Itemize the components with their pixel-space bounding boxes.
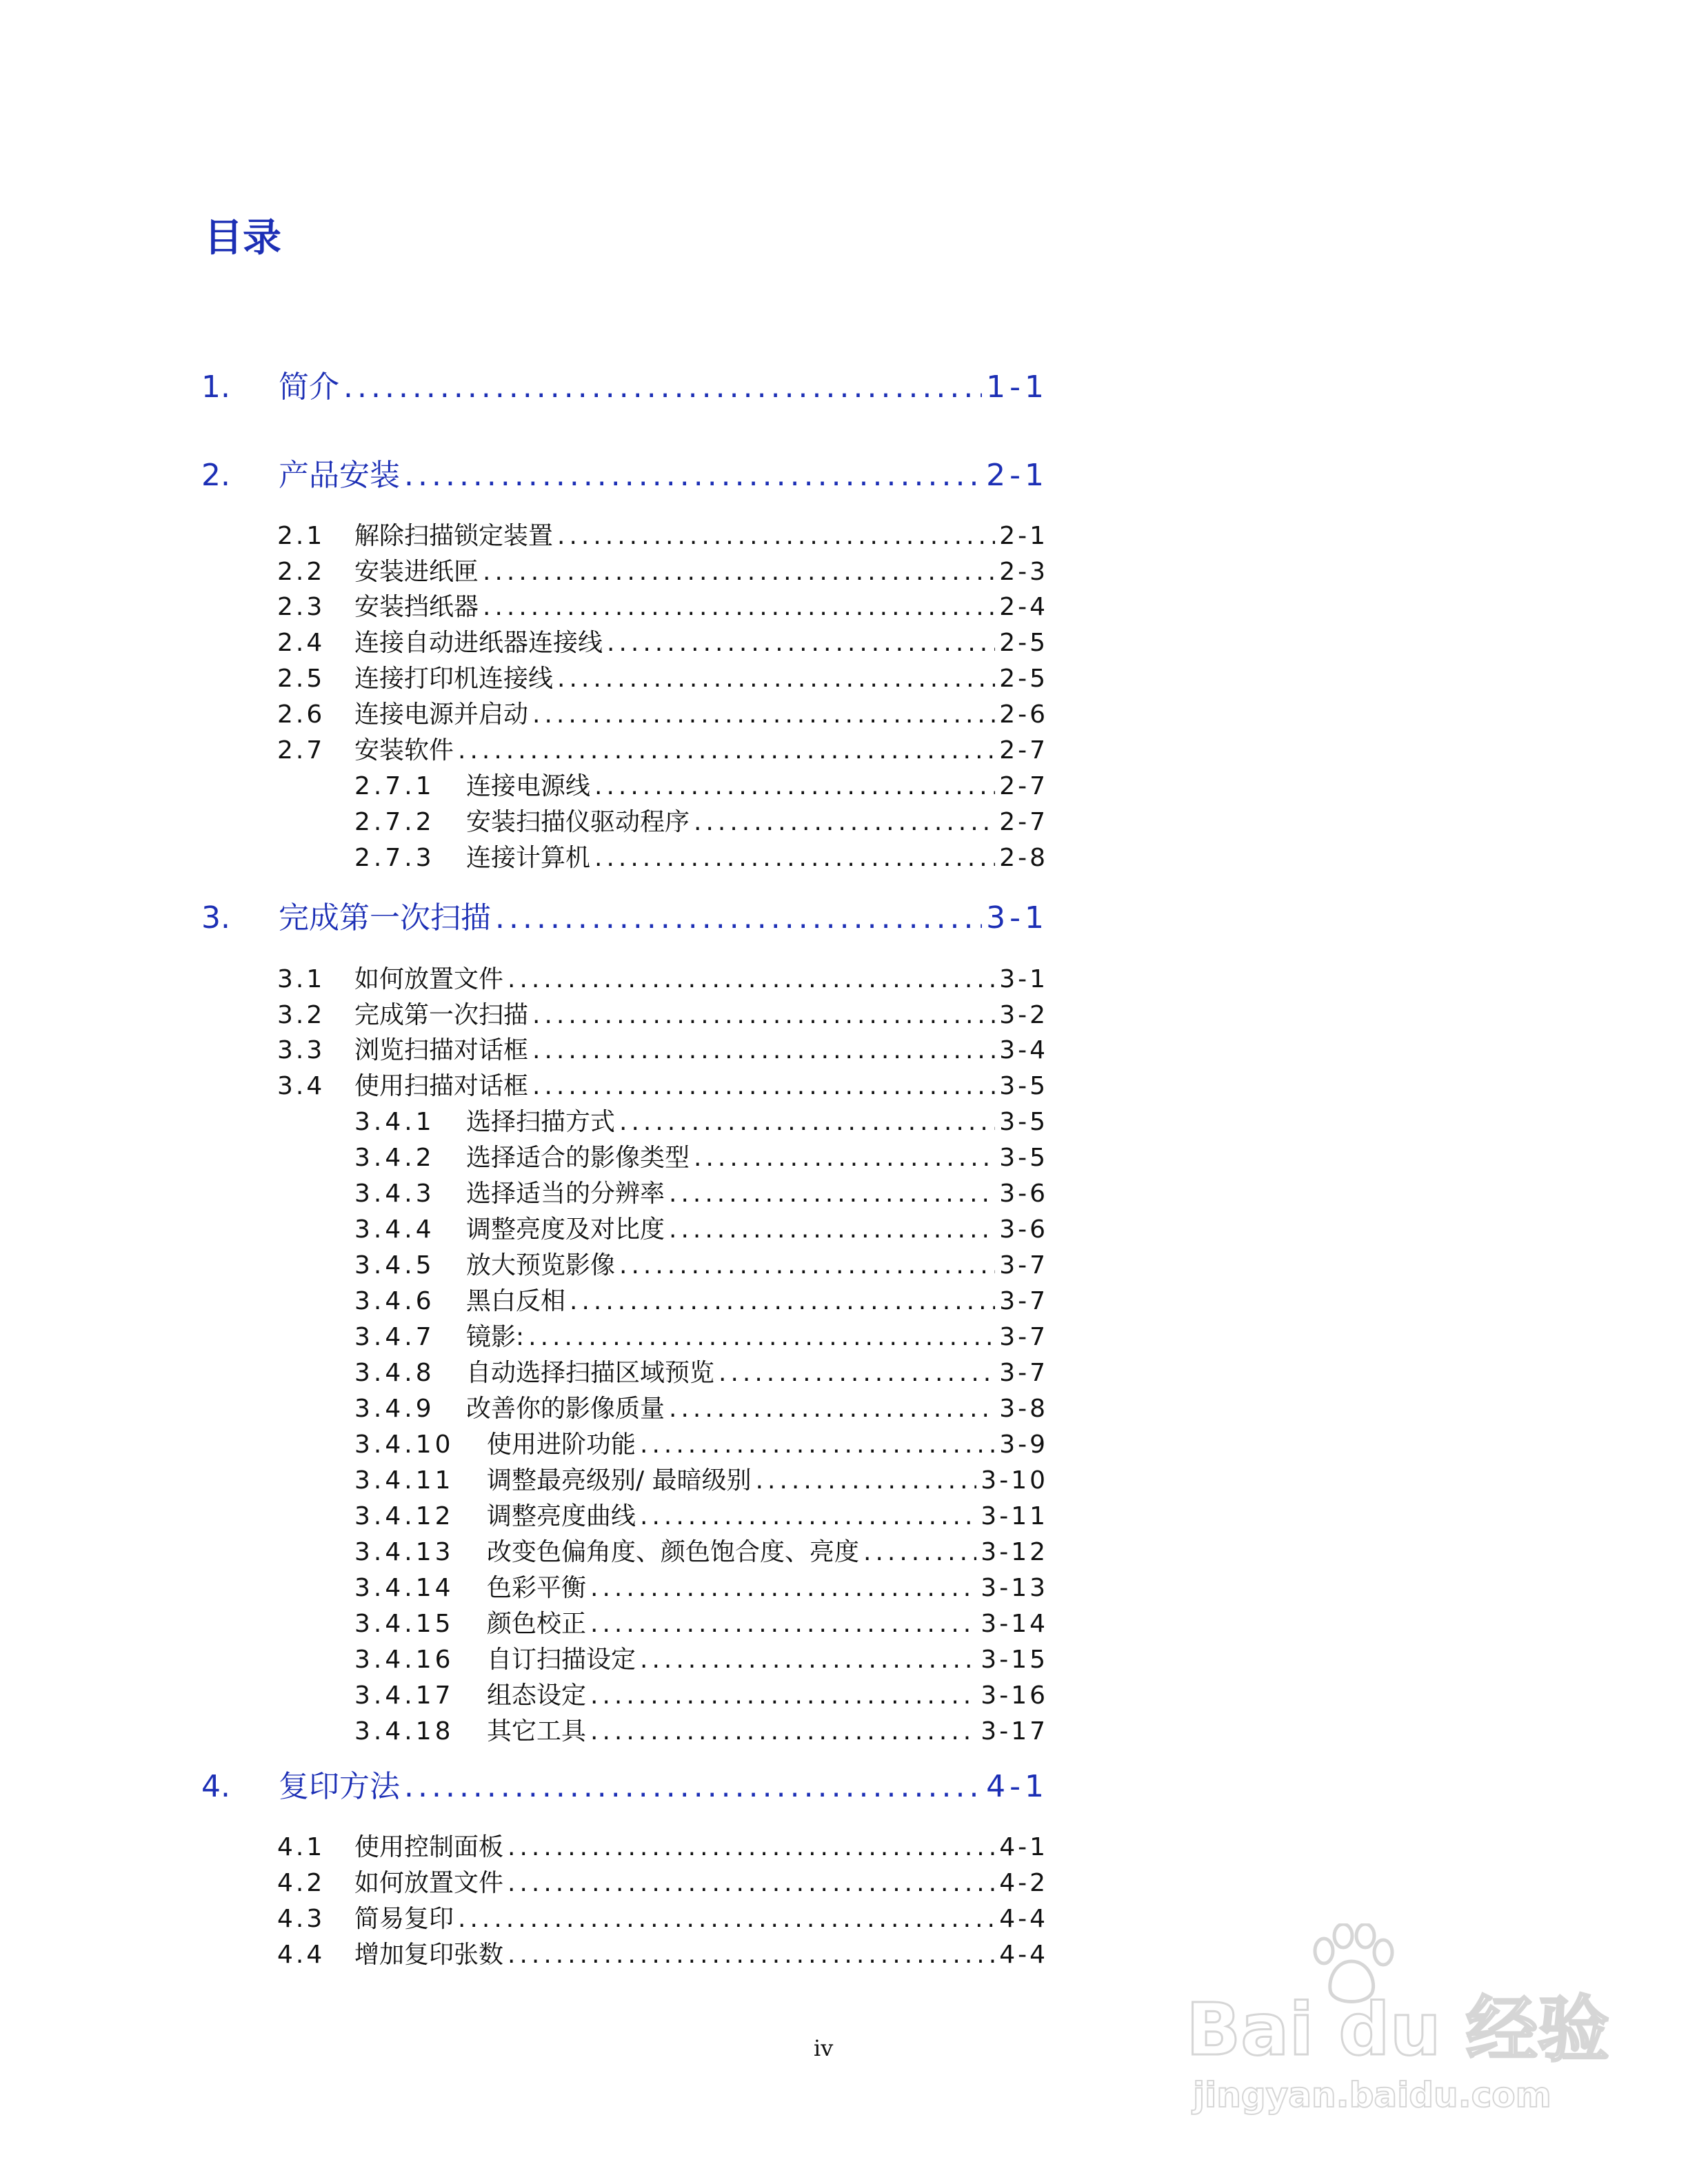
toc-leader-dots — [669, 1182, 995, 1206]
toc-label: 色彩平衡 — [487, 1574, 587, 1602]
toc-leader-dots — [570, 1289, 995, 1314]
toc-chapter-2[interactable] — [201, 458, 1048, 493]
toc-leader-dots — [483, 595, 995, 620]
toc-label: 改变色偏角度、颜色饱合度、亮度 — [487, 1538, 860, 1566]
toc-leader-dots — [532, 1003, 995, 1028]
toc-leader-dots — [719, 1361, 995, 1386]
toc-subsection-3-4-6[interactable] — [354, 1289, 1048, 1314]
toc-leader-dots — [756, 1468, 977, 1493]
toc-subsection-3-4-12[interactable] — [354, 1504, 1048, 1529]
watermark-brand: Bai du 经验 — [1186, 1988, 1609, 2072]
toc-page: 3-7 — [999, 1359, 1048, 1387]
toc-subsection-3-4-7[interactable] — [354, 1325, 1048, 1350]
toc-section-3-3[interactable] — [277, 1038, 1048, 1063]
toc-page: 3-9 — [999, 1430, 1048, 1459]
toc-label: 调整亮度曲线 — [487, 1502, 636, 1530]
toc-label: 使用控制面板 — [354, 1833, 504, 1861]
toc-label: 如何放置文件 — [354, 1869, 504, 1897]
toc-page: 4-2 — [999, 1869, 1048, 1897]
toc-leader-dots — [508, 1943, 995, 1968]
toc-page: 3-6 — [999, 1215, 1048, 1244]
toc-page: 3-8 — [999, 1395, 1048, 1423]
toc-section-2-4[interactable] — [277, 631, 1048, 656]
toc-label: 连接电源线 — [466, 772, 591, 800]
toc-page: 3-1 — [999, 965, 1048, 993]
toc-subsection-3-4-10[interactable] — [354, 1430, 1048, 1459]
toc-subsection-3-4-13[interactable] — [354, 1540, 1048, 1565]
toc-section-2-5[interactable] — [277, 667, 1048, 691]
toc-leader-dots — [557, 667, 995, 691]
toc-number: 3.4.11 — [354, 1466, 454, 1495]
toc-label: 产品安装 — [279, 458, 400, 493]
toc-leader-dots — [508, 1835, 995, 1860]
toc-number: 2.4 — [277, 629, 325, 657]
toc-section-3-4[interactable] — [277, 1074, 1048, 1099]
toc-label: 镜影: — [466, 1323, 525, 1351]
toc-page: 3-14 — [981, 1610, 1048, 1638]
toc-page: 3-7 — [999, 1251, 1048, 1280]
toc-leader-dots — [640, 1504, 976, 1529]
toc-page: 2-3 — [999, 558, 1048, 586]
toc-number: 4. — [201, 1769, 230, 1804]
toc-leader-dots — [669, 1397, 995, 1422]
toc-page: 3-1 — [986, 900, 1048, 936]
toc-section-4-3[interactable] — [277, 1907, 1048, 1932]
toc-label: 简介 — [279, 370, 339, 405]
toc-number: 4.2 — [277, 1869, 325, 1897]
toc-label: 调整最亮级别/ 最暗级别 — [487, 1466, 752, 1495]
toc-number: 3.4.1 — [354, 1108, 435, 1136]
toc-label: 如何放置文件 — [354, 965, 504, 993]
toc-number: 3.2 — [277, 1001, 325, 1029]
toc-section-4-2[interactable] — [277, 1871, 1048, 1896]
toc-number: 3.4.3 — [354, 1180, 435, 1208]
toc-subsection-2-7-1[interactable] — [354, 774, 1048, 799]
toc-subsection-3-4-9[interactable] — [354, 1397, 1048, 1422]
toc-page: 4-4 — [999, 1905, 1048, 1933]
toc-label: 安装软件 — [354, 736, 454, 765]
toc-page: 2-5 — [999, 629, 1048, 657]
toc-section-2-2[interactable] — [277, 560, 1048, 585]
toc-leader-dots — [590, 1684, 976, 1708]
toc-page: 3-13 — [981, 1574, 1048, 1602]
toc-number: 3.4.8 — [354, 1359, 435, 1387]
toc-number: 3.4.18 — [354, 1717, 454, 1746]
toc-leader-dots — [528, 1325, 995, 1350]
toc-subsection-3-4-17[interactable] — [354, 1681, 1048, 1710]
toc-number: 3. — [201, 900, 230, 936]
toc-number: 2.7.2 — [354, 808, 435, 836]
toc-label: 颜色校正 — [487, 1610, 587, 1638]
toc-leader-dots — [619, 1110, 995, 1135]
toc-number: 3.4.7 — [354, 1323, 435, 1351]
toc-label: 调整亮度及对比度 — [466, 1215, 665, 1244]
toc-leader-dots — [694, 810, 995, 835]
toc-page: 2-7 — [999, 808, 1048, 836]
toc-number: 2. — [201, 458, 230, 493]
page-number: iv — [814, 2035, 834, 2061]
toc-number: 2.6 — [277, 700, 325, 729]
toc-page: 3-12 — [981, 1538, 1048, 1566]
toc-label: 自动选择扫描区域预览 — [466, 1359, 715, 1387]
toc-page: 4-4 — [999, 1941, 1048, 1969]
toc-page: 3-7 — [999, 1287, 1048, 1315]
toc-page: 3-6 — [999, 1180, 1048, 1208]
toc-label: 选择适合的影像类型 — [466, 1144, 690, 1172]
toc-label: 安装进纸匣 — [354, 558, 479, 586]
toc-section-2-3[interactable] — [277, 595, 1048, 620]
toc-section-3-1[interactable] — [277, 967, 1048, 992]
toc-page: 2-1 — [999, 522, 1048, 550]
toc-label: 使用扫描对话框 — [354, 1072, 529, 1100]
toc-page: 3-15 — [981, 1646, 1048, 1674]
toc-number: 3.4.9 — [354, 1395, 435, 1423]
toc-page: 3-16 — [981, 1681, 1048, 1710]
toc-label: 选择扫描方式 — [466, 1108, 616, 1136]
toc-number: 4.3 — [277, 1905, 325, 1933]
toc-page: 2-8 — [999, 844, 1048, 872]
toc-label: 连接自动进纸器连接线 — [354, 629, 603, 657]
toc-label: 浏览扫描对话框 — [354, 1036, 529, 1064]
toc-leader-dots — [404, 1772, 982, 1802]
toc-leader-dots — [557, 524, 995, 549]
toc-leader-dots — [532, 1038, 995, 1063]
toc-number: 1. — [201, 370, 230, 405]
toc-number: 3.4.5 — [354, 1251, 435, 1280]
toc-subsection-2-7-2[interactable] — [354, 810, 1048, 835]
toc-number: 2.2 — [277, 558, 325, 586]
toc-leader-dots — [640, 1433, 995, 1457]
toc-number: 3.4.10 — [354, 1430, 454, 1459]
toc-page: 3-5 — [999, 1144, 1048, 1172]
toc-number: 3.4.16 — [354, 1646, 454, 1674]
toc-label: 简易复印 — [354, 1905, 454, 1933]
toc-chapter-4[interactable] — [201, 1769, 1048, 1804]
toc-number: 3.4.15 — [354, 1610, 454, 1638]
watermark-url: jingyan.baidu.com — [1193, 2075, 1551, 2115]
toc-leader-dots — [458, 1907, 995, 1932]
toc-number: 2.7.3 — [354, 844, 435, 872]
toc-leader-dots — [343, 372, 982, 403]
toc-number: 3.3 — [277, 1036, 325, 1064]
toc-subsection-3-4-8[interactable] — [354, 1361, 1048, 1386]
toc-page: 2-7 — [999, 772, 1048, 800]
toc-label: 安装挡纸器 — [354, 593, 479, 621]
toc-number: 4.4 — [277, 1941, 325, 1969]
toc-page: 4-1 — [999, 1833, 1048, 1861]
toc-number: 3.4.14 — [354, 1574, 454, 1602]
toc-number: 3.4.17 — [354, 1681, 454, 1710]
toc-label: 使用进阶功能 — [487, 1430, 636, 1459]
toc-page: 2-1 — [986, 458, 1048, 493]
toc-leader-dots — [694, 1146, 995, 1171]
toc-leader-dots — [532, 1074, 995, 1099]
toc-label: 改善你的影像质量 — [466, 1395, 665, 1423]
toc-number: 2.1 — [277, 522, 325, 550]
toc-leader-dots — [590, 1719, 976, 1744]
toc-section-4-1[interactable] — [277, 1835, 1048, 1860]
toc-subsection-2-7-3[interactable] — [354, 846, 1048, 871]
toc-label: 增加复印张数 — [354, 1941, 504, 1969]
toc-leader-dots — [640, 1648, 976, 1672]
toc-leader-dots — [607, 631, 995, 656]
toc-number: 3.1 — [277, 965, 325, 993]
toc-page: 3-11 — [981, 1502, 1048, 1530]
toc-number: 3.4.4 — [354, 1215, 435, 1244]
toc-leader-dots — [508, 1871, 995, 1896]
toc-label: 复印方法 — [279, 1769, 400, 1804]
toc-page: 3-5 — [999, 1072, 1048, 1100]
toc-subsection-3-4-11[interactable] — [354, 1468, 1048, 1493]
watermark — [1186, 1923, 1609, 2130]
toc-leader-dots — [483, 560, 995, 585]
toc-leader-dots — [863, 1540, 976, 1565]
toc-label: 完成第一次扫描 — [354, 1001, 529, 1029]
toc-label: 选择适当的分辨率 — [466, 1180, 665, 1208]
toc-page: 2-6 — [999, 700, 1048, 729]
toc-number: 3.4.12 — [354, 1502, 454, 1530]
page-title: 目录 — [204, 216, 281, 261]
toc-label: 解除扫描锁定装置 — [354, 522, 554, 550]
toc-section-4-4[interactable] — [277, 1943, 1048, 1968]
toc-leader-dots — [532, 702, 995, 727]
toc-page: 3-5 — [999, 1108, 1048, 1136]
toc-subsection-3-4-15[interactable] — [354, 1612, 1048, 1637]
toc-section-2-6[interactable] — [277, 702, 1048, 727]
toc-section-3-2[interactable] — [277, 1003, 1048, 1028]
toc-number: 3.4.6 — [354, 1287, 435, 1315]
toc-label: 组态设定 — [487, 1681, 587, 1710]
toc-chapter-3[interactable] — [201, 900, 1048, 936]
toc-number: 2.7 — [277, 736, 325, 765]
toc-leader-dots — [594, 846, 995, 871]
toc-label: 黑白反相 — [466, 1287, 566, 1315]
toc-leader-dots — [404, 461, 982, 491]
toc-label: 连接计算机 — [466, 844, 591, 872]
toc-subsection-3-4-2[interactable] — [354, 1146, 1048, 1171]
toc-page: 3-7 — [999, 1323, 1048, 1351]
toc-label: 安装扫描仪驱动程序 — [466, 808, 690, 836]
toc-subsection-3-4-4[interactable] — [354, 1217, 1048, 1242]
toc-leader-dots — [590, 1612, 976, 1637]
toc-leader-dots — [669, 1217, 995, 1242]
toc-subsection-3-4-1[interactable] — [354, 1110, 1048, 1135]
toc-page: 3-10 — [981, 1466, 1048, 1495]
toc-subsection-3-4-3[interactable] — [354, 1182, 1048, 1206]
toc-page: 3-4 — [999, 1036, 1048, 1064]
toc-number: 3.4.2 — [354, 1144, 435, 1172]
toc-subsection-3-4-14[interactable] — [354, 1576, 1048, 1601]
toc-leader-dots — [590, 1576, 976, 1601]
toc-subsection-3-4-16[interactable] — [354, 1648, 1048, 1672]
toc-label: 放大预览影像 — [466, 1251, 616, 1280]
toc-label: 连接打印机连接线 — [354, 665, 554, 693]
toc-label: 自订扫描设定 — [487, 1646, 636, 1674]
toc-leader-dots — [508, 967, 995, 992]
toc-number: 2.7.1 — [354, 772, 435, 800]
toc-page: 1-1 — [986, 370, 1048, 405]
toc-page: 2-7 — [999, 736, 1048, 765]
toc-subsection-3-4-18[interactable] — [354, 1719, 1048, 1744]
toc-number: 2.5 — [277, 665, 325, 693]
toc-leader-dots — [594, 774, 995, 799]
toc-leader-dots — [458, 738, 995, 763]
toc-label: 连接电源并启动 — [354, 700, 529, 729]
toc-label: 完成第一次扫描 — [279, 900, 491, 936]
toc-number: 4.1 — [277, 1833, 325, 1861]
toc-leader-dots — [495, 903, 982, 933]
toc-leader-dots — [619, 1253, 995, 1278]
toc-chapter-1[interactable] — [201, 372, 1048, 403]
toc-label: 其它工具 — [487, 1717, 587, 1746]
toc-number: 2.3 — [277, 593, 325, 621]
toc-subsection-3-4-5[interactable] — [354, 1253, 1048, 1278]
toc-page: 3-2 — [999, 1001, 1048, 1029]
toc-section-2-1[interactable] — [277, 524, 1048, 549]
toc-number: 3.4 — [277, 1072, 325, 1100]
toc-section-2-7[interactable] — [277, 738, 1048, 763]
toc-page: 2-4 — [999, 593, 1048, 621]
toc-page: 3-17 — [981, 1717, 1048, 1746]
toc-number: 3.4.13 — [354, 1538, 454, 1566]
toc-page: 2-5 — [999, 665, 1048, 693]
toc-page: 4-1 — [986, 1769, 1048, 1804]
